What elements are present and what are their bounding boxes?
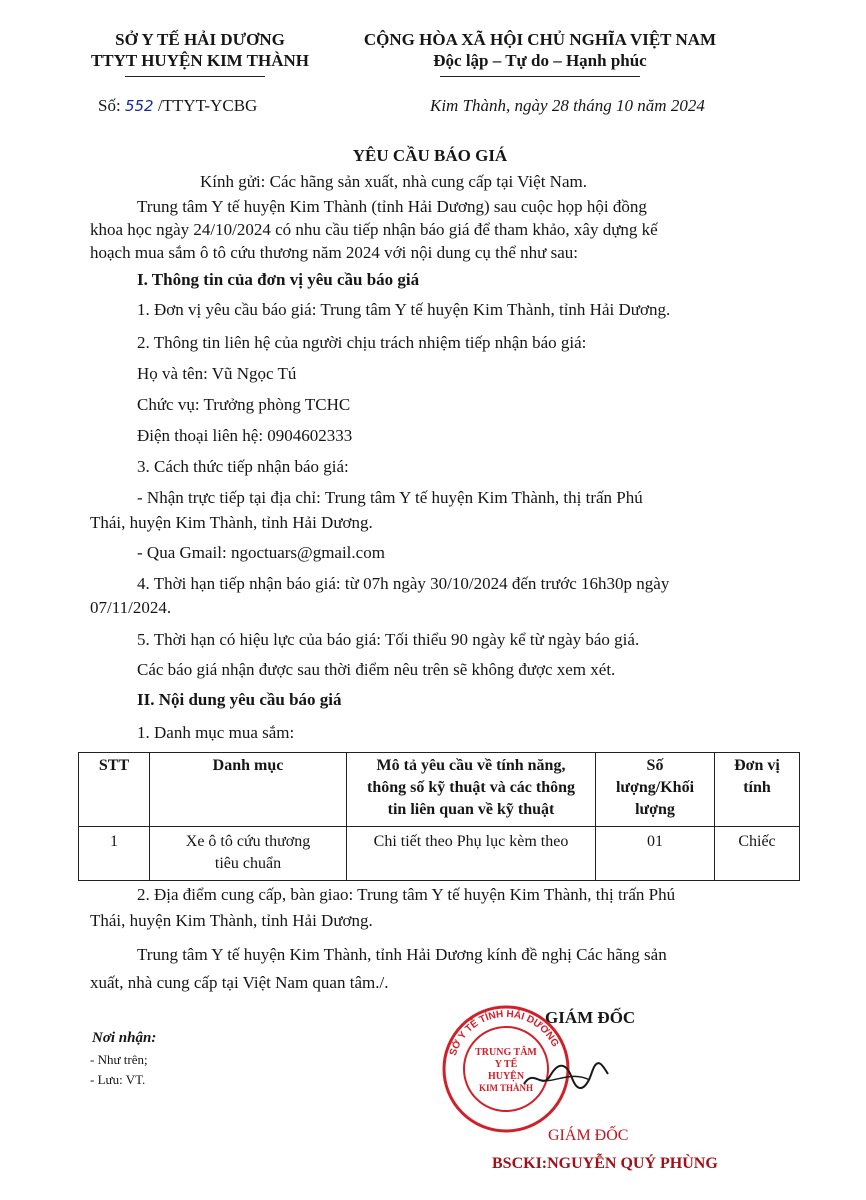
procurement-table bbox=[78, 752, 800, 881]
receive-direct-line-2: Thái, huyện Kim Thành, tỉnh Hải Dương. bbox=[90, 513, 373, 532]
section-1-item-3: 3. Cách thức tiếp nhận báo giá: bbox=[137, 457, 349, 476]
row-so-luong: 01 bbox=[596, 827, 715, 881]
receive-gmail: - Qua Gmail: ngoctuars@gmail.com bbox=[137, 543, 385, 562]
place-date: Kim Thành, ngày 28 tháng 10 năm 2024 bbox=[430, 96, 705, 115]
row-stt: 1 bbox=[79, 827, 150, 881]
section-1-note: Các báo giá nhận được sau thời điểm nêu trên sẽ không được xem xét. bbox=[137, 660, 616, 679]
number-prefix: Số: bbox=[98, 96, 121, 115]
row-danh-muc-line-1: Xe ô tô cứu thương bbox=[185, 833, 311, 850]
contact-name: Họ và tên: Vũ Ngọc Tú bbox=[137, 364, 297, 383]
stamp-inner-text-1: TRUNG TÂM bbox=[475, 1047, 537, 1058]
signer-name: BSCKI:NGUYỄN QUÝ PHÙNG bbox=[492, 1155, 718, 1172]
header-so-luong bbox=[596, 753, 715, 827]
national-title: CỘNG HÒA XÃ HỘI CHỦ NGHĨA VIỆT NAM bbox=[363, 30, 717, 49]
intro-line-3: hoạch mua sắm ô tô cứu thương năm 2024 với nội dung cụ thể như sau: bbox=[90, 243, 579, 262]
header-so-luong-line-3: lượng bbox=[635, 801, 675, 818]
header-mo-ta-line-1: Mô tả yêu cầu về tính năng, bbox=[376, 757, 566, 774]
signature-title: GIÁM ĐỐC bbox=[545, 1008, 636, 1027]
row-mo-ta: Chi tiết theo Phụ lục kèm theo bbox=[347, 827, 596, 881]
table-header-row bbox=[79, 753, 800, 827]
header-org: TTYT HUYỆN KIM THÀNH bbox=[90, 51, 310, 70]
section-2-item-1: 1. Danh mục mua sắm: bbox=[137, 723, 295, 742]
recipients-label: Nơi nhận: bbox=[92, 1030, 157, 1046]
header-so-luong-line-1: Số bbox=[646, 757, 664, 774]
row-danh-muc bbox=[150, 827, 347, 881]
intro-line-2: khoa học ngày 24/10/2024 có nhu cầu tiếp nhận báo giá để tham khảo, xây dựng kế bbox=[90, 220, 658, 239]
handwritten-signature bbox=[520, 1050, 610, 1100]
contact-position: Chức vụ: Trưởng phòng TCHC bbox=[137, 395, 351, 414]
header-right-underline bbox=[440, 76, 640, 77]
section-1-item-4-line-1: 4. Thời hạn tiếp nhận báo giá: từ 07h ngày 30/10/2024 đến trước 16h30p ngày bbox=[137, 574, 670, 593]
header-danh-muc: Danh mục bbox=[150, 753, 347, 827]
closing-line-2: xuất, nhà cung cấp tại Việt Nam quan tâm./. bbox=[90, 973, 389, 992]
header-left-underline bbox=[125, 76, 265, 77]
section-1-item-2: 2. Thông tin liên hệ của người chịu trách nhiệm tiếp nhận báo giá: bbox=[137, 333, 587, 352]
stamp-ring-text: SỞ Y TẾ TỈNH HẢI DƯƠNG bbox=[447, 1008, 561, 1058]
intro-line-1: Trung tâm Y tế huyện Kim Thành (tỉnh Hải Dương) sau cuộc họp hội đồng bbox=[137, 197, 647, 216]
row-don-vi: Chiếc bbox=[715, 827, 800, 881]
section-2-heading: II. Nội dung yêu cầu báo giá bbox=[137, 690, 342, 709]
header-don-vi-line-1: Đơn vị bbox=[734, 757, 780, 774]
section-1-item-1: 1. Đơn vị yêu cầu báo giá: Trung tâm Y tế huyện Kim Thành, tỉnh Hải Dương. bbox=[137, 300, 671, 319]
section-2-item-2-line-2: Thái, huyện Kim Thành, tỉnh Hải Dương. bbox=[90, 911, 373, 930]
stamp-inner-text-3: HUYỆN bbox=[487, 1071, 525, 1082]
header-mo-ta-line-3: tin liên quan về kỹ thuật bbox=[387, 801, 555, 818]
section-1-heading: I. Thông tin của đơn vị yêu cầu báo giá bbox=[137, 270, 420, 289]
table-row bbox=[79, 827, 800, 881]
receive-direct-line-1: - Nhận trực tiếp tại địa chỉ: Trung tâm Y tế huyện Kim Thành, thị trấn Phú bbox=[137, 488, 643, 507]
contact-phone: Điện thoại liên hệ: 0904602333 bbox=[137, 426, 353, 445]
document-number bbox=[98, 96, 257, 116]
header-org-parent: SỞ Y TẾ HẢI DƯƠNG bbox=[115, 30, 285, 49]
document-title: YÊU CẦU BÁO GIÁ bbox=[352, 146, 508, 165]
stamp-inner-text-2: Y TẾ bbox=[494, 1059, 518, 1070]
stamp-inner-text-4: KIM THÀNH bbox=[478, 1083, 534, 1093]
recipient-line: Kính gửi: Các hãng sản xuất, nhà cung cấp tại Việt Nam. bbox=[200, 172, 587, 191]
header-stt: STT bbox=[79, 753, 150, 827]
row-danh-muc-line-2: tiêu chuẩn bbox=[214, 855, 282, 872]
national-motto: Độc lập – Tự do – Hạnh phúc bbox=[433, 51, 647, 70]
recipients-line-2: - Lưu: VT. bbox=[90, 1072, 146, 1087]
number-suffix: /TTYT-YCBG bbox=[157, 96, 258, 115]
stamp-title: GIÁM ĐỐC bbox=[548, 1127, 629, 1144]
header-don-vi-line-2: tính bbox=[743, 779, 771, 796]
header-so-luong-line-2: lượng/Khối bbox=[615, 779, 695, 796]
section-2-item-2-line-1: 2. Địa điểm cung cấp, bàn giao: Trung tâm Y tế huyện Kim Thành, thị trấn Phú bbox=[137, 885, 676, 904]
header-don-vi bbox=[715, 753, 800, 827]
section-1-item-5: 5. Thời hạn có hiệu lực của báo giá: Tối thiểu 90 ngày kể từ ngày báo giá. bbox=[137, 630, 640, 649]
closing-line-1: Trung tâm Y tế huyện Kim Thành, tỉnh Hải Dương kính đề nghị Các hãng sản bbox=[137, 945, 667, 964]
recipients-line-1: - Như trên; bbox=[90, 1052, 148, 1067]
header-mo-ta-line-2: thông số kỹ thuật và các thông bbox=[366, 779, 576, 796]
section-1-item-4-line-2: 07/11/2024. bbox=[90, 598, 172, 617]
header-mo-ta bbox=[347, 753, 596, 827]
number-handwritten: 552 bbox=[124, 97, 154, 115]
